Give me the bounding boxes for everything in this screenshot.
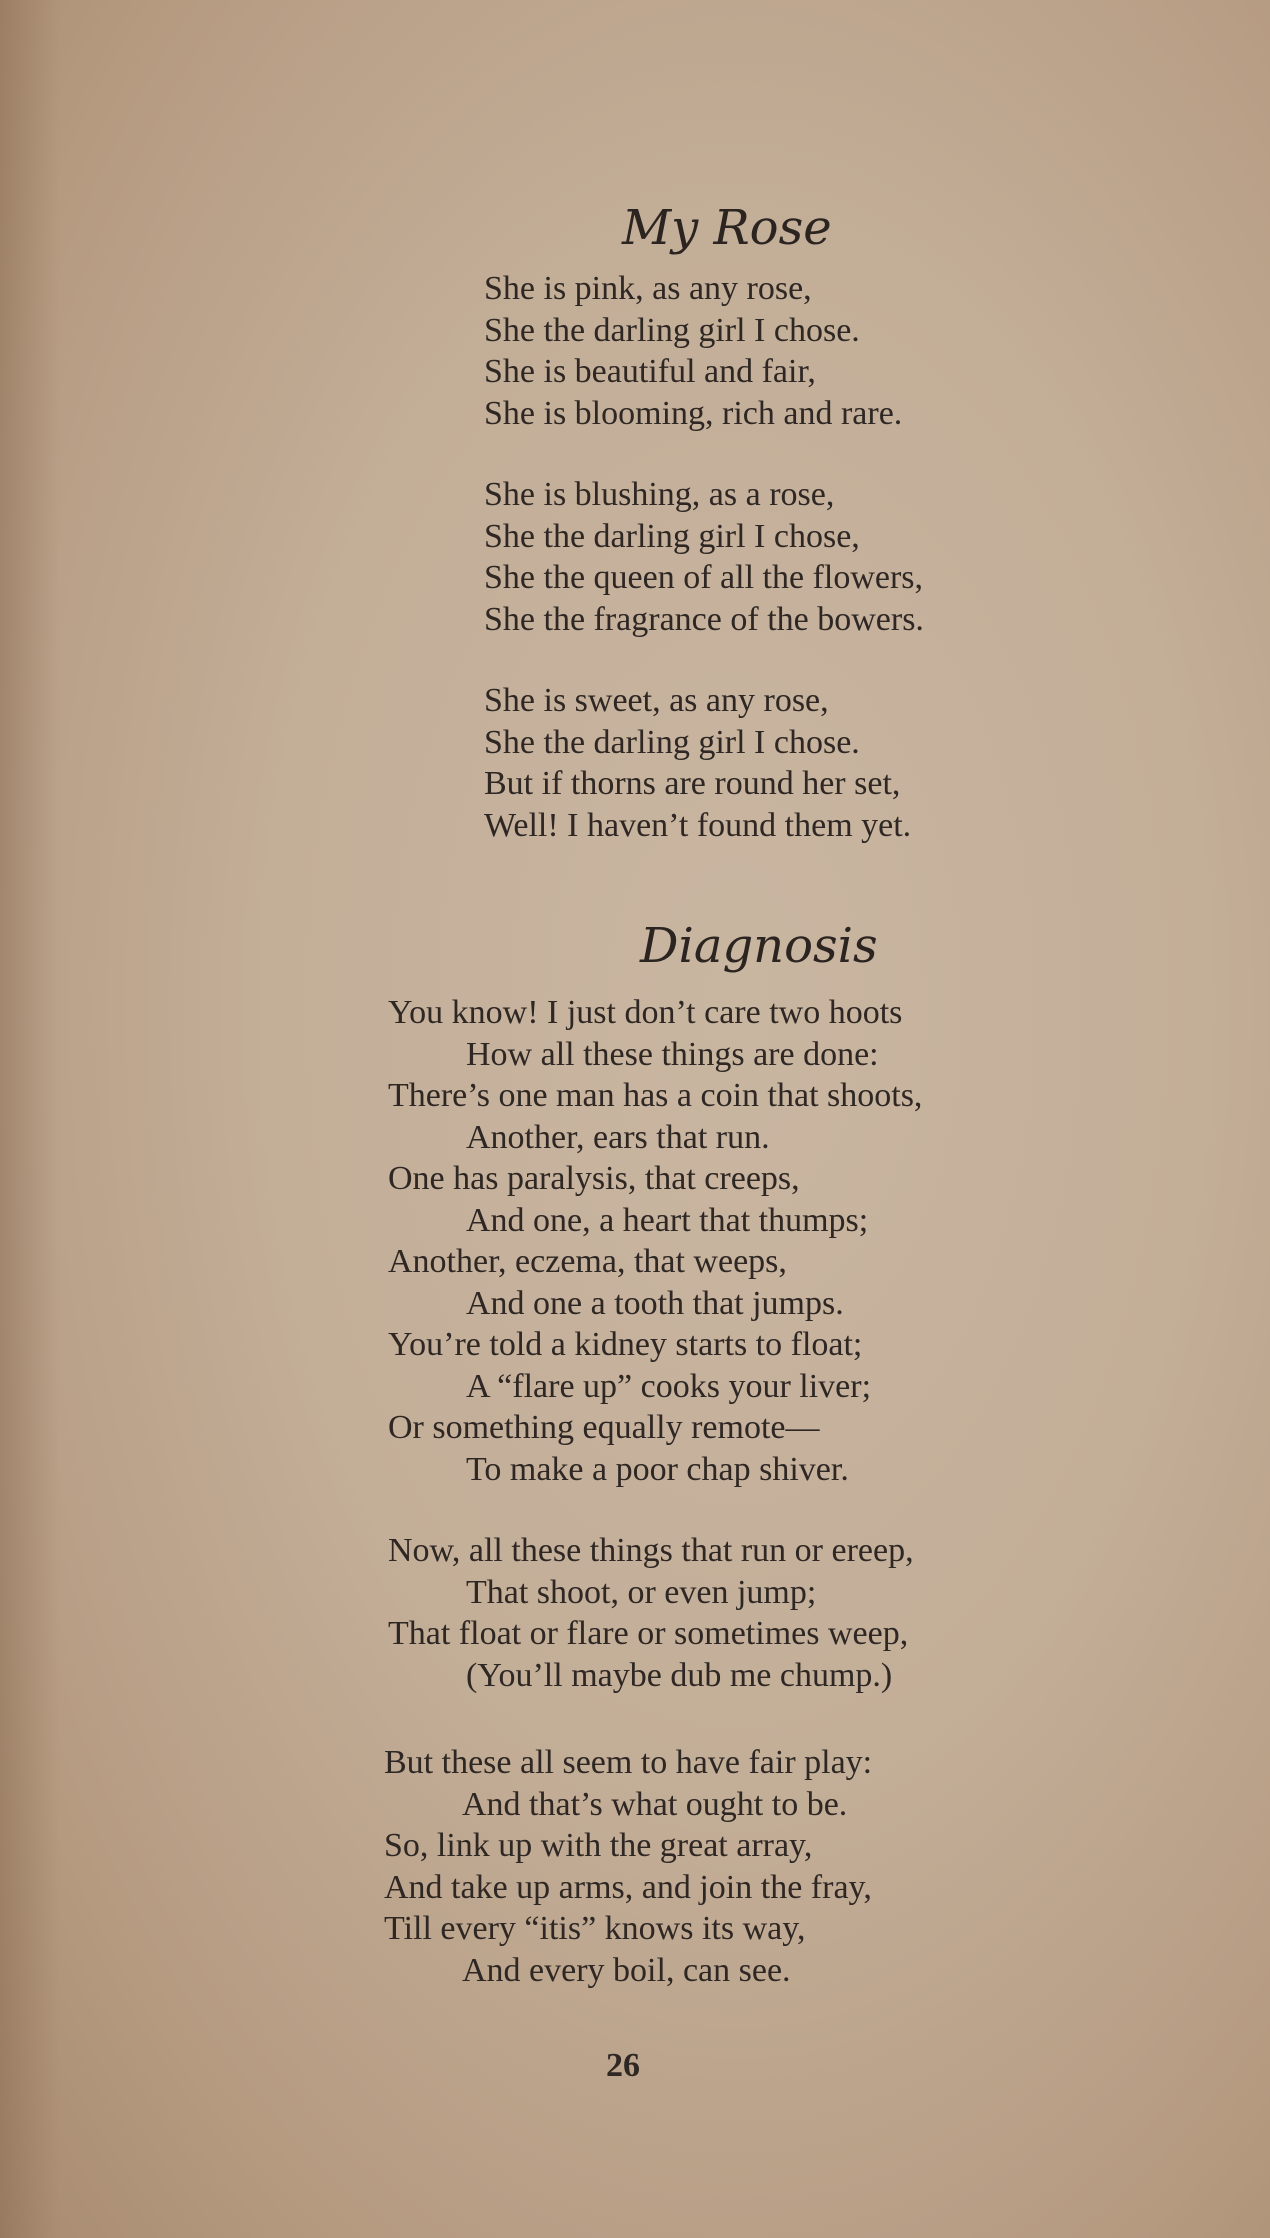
diagnosis-stanza-3 xyxy=(384,1742,872,1991)
poem-title-diagnosis: Diagnosis xyxy=(640,918,878,974)
poem-line: A “flare up” cooks your liver; xyxy=(466,1367,872,1405)
poem-line: She is blooming, rich and rare. xyxy=(484,394,903,432)
poem-line: She the darling girl I chose. xyxy=(484,723,860,761)
page-spine-shadow xyxy=(0,0,60,2238)
poem-line: That float or flare or sometimes weep, xyxy=(388,1615,909,1652)
poem-line: Now, all these things that run or ereep, xyxy=(388,1532,914,1569)
page-number: 26 xyxy=(606,2047,640,2084)
poem-line: And one, a heart that thumps; xyxy=(466,1201,869,1239)
poem-line: To make a poor chap shiver. xyxy=(466,1450,849,1488)
poem-line: She the darling girl I chose. xyxy=(484,311,860,349)
poem-line: That shoot, or even jump; xyxy=(466,1573,817,1611)
diagnosis-stanza-2 xyxy=(388,1530,914,1696)
poem-line: And that’s what ought to be. xyxy=(462,1785,848,1823)
poem-line: Or something equally remote— xyxy=(388,1409,820,1446)
my-rose-stanza-1 xyxy=(484,268,902,434)
poem-line: There’s one man has a coin that shoots, xyxy=(388,1077,923,1114)
poem-line: How all these things are done: xyxy=(466,1035,879,1073)
my-rose-stanza-2 xyxy=(484,474,924,640)
poem-line: And take up arms, and join the fray, xyxy=(384,1868,872,1906)
poem-line: She is pink, as any rose, xyxy=(484,270,812,307)
poem-line: She is beautiful and fair, xyxy=(484,353,816,390)
poem-line: Well! I haven’t found them yet. xyxy=(484,806,912,844)
poem-line: Till every “itis” knows its way, xyxy=(384,1910,806,1947)
poem-line: She is blushing, as a rose, xyxy=(484,476,835,513)
poem-line: So, link up with the great array, xyxy=(384,1827,813,1864)
poem-line: Another, ears that run. xyxy=(466,1118,770,1156)
diagnosis-stanza-1 xyxy=(388,992,922,1490)
poem-line: She is sweet, as any rose, xyxy=(484,682,829,719)
poem-line: But if thorns are round her set, xyxy=(484,765,901,802)
poem-title-my-rose: My Rose xyxy=(622,200,832,256)
poem-line: She the darling girl I chose, xyxy=(484,517,860,555)
poem-line: And every boil, can see. xyxy=(462,1951,791,1989)
poem-line: Another, eczema, that weeps, xyxy=(388,1243,787,1280)
poem-line: She the fragrance of the bowers. xyxy=(484,600,924,638)
poem-line: One has paralysis, that creeps, xyxy=(388,1160,800,1197)
poem-line: And one a tooth that jumps. xyxy=(466,1284,844,1322)
poem-line: But these all seem to have fair play: xyxy=(384,1744,873,1781)
my-rose-stanza-3 xyxy=(484,680,911,846)
poem-line: (You’ll maybe dub me chump.) xyxy=(466,1656,893,1694)
poem-line: You know! I just don’t care two hoots xyxy=(388,994,903,1031)
poem-line: You’re told a kidney starts to float; xyxy=(388,1326,863,1363)
poem-line: She the queen of all the flowers, xyxy=(484,559,924,596)
